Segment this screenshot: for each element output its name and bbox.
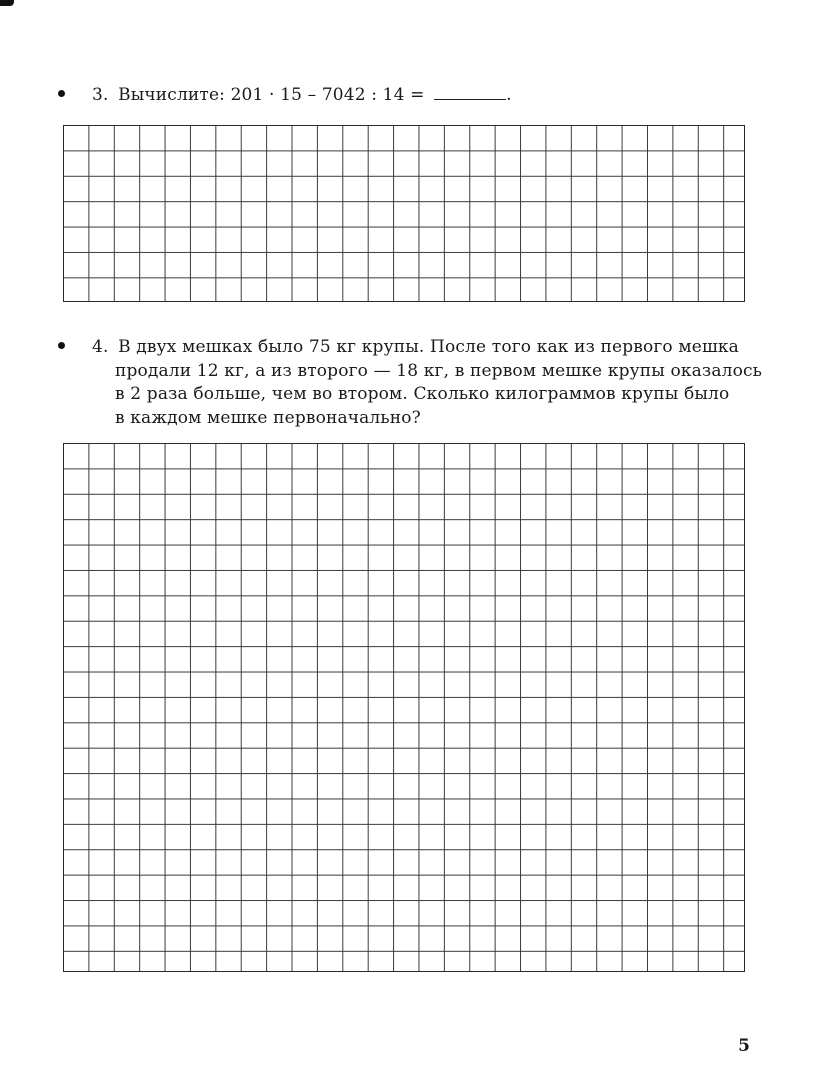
task-3 <box>58 84 763 108</box>
task-4-bullet-icon <box>58 342 65 349</box>
task-3-number: 3. <box>92 85 109 105</box>
task-4-line-1-text: В двух мешках было 75 кг крупы. После того как из первого мешка <box>118 337 739 357</box>
task-3-answer-grid[interactable] <box>63 125 745 302</box>
scan-corner-mark <box>0 0 14 6</box>
task-4-answer-grid[interactable] <box>63 443 745 972</box>
task-3-expression: Вычислите: 201 · 15 – 7042 : 14 = <box>118 85 425 105</box>
page-number: 5 <box>738 1036 750 1056</box>
task-4-line-4: в каждом мешке первоначально? <box>115 407 421 428</box>
task-4-text <box>92 336 763 430</box>
task-3-text <box>92 84 763 108</box>
task-4-number: 4. <box>92 337 109 357</box>
task-3-end: . <box>506 85 512 105</box>
task-4 <box>58 336 763 430</box>
task-4-line-1 <box>92 336 763 360</box>
task-3-answer-blank[interactable] <box>434 85 506 100</box>
task-3-bullet-icon <box>58 90 65 97</box>
task-4-line-3: в 2 раза больше, чем во втором. Сколько килограммов крупы было <box>115 384 730 404</box>
task-4-line-2: продали 12 кг, а из второго — 18 кг, в первом мешке крупы оказалось <box>115 360 763 381</box>
